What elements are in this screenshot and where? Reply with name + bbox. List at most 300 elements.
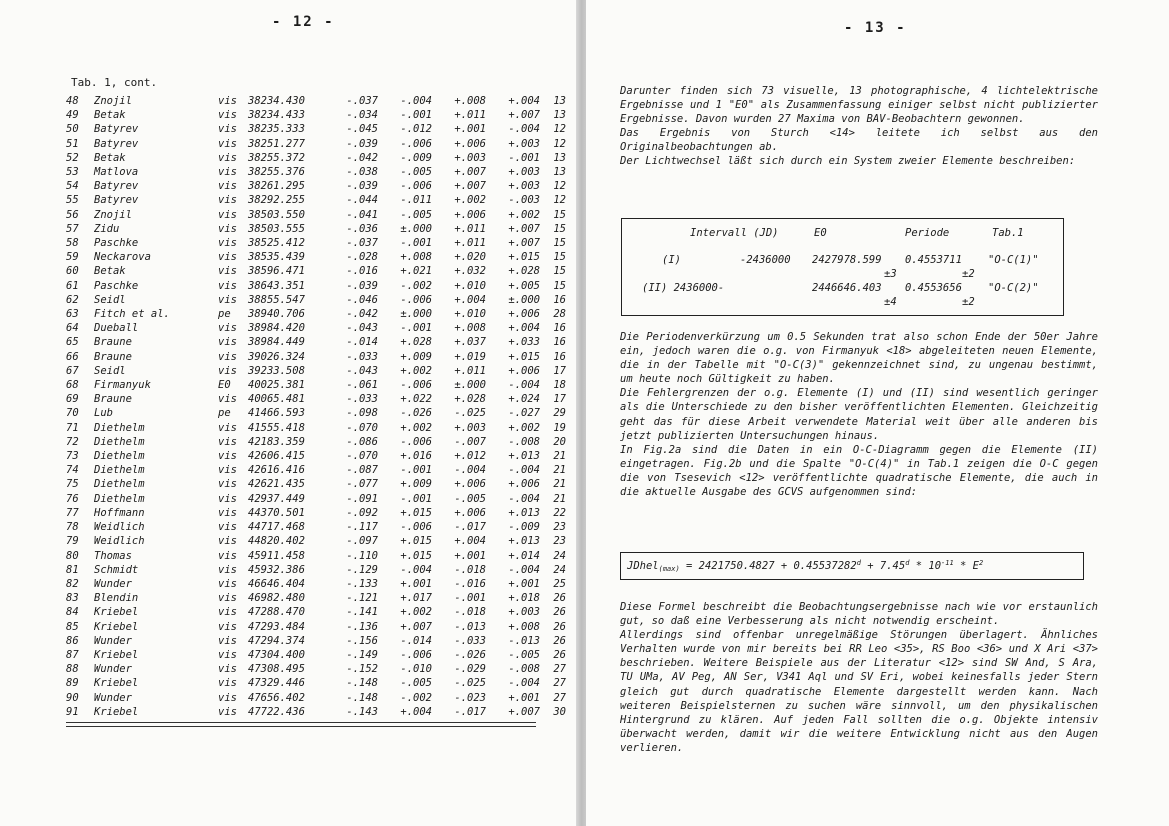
table-cell: -.141	[346, 606, 378, 619]
table-cell: 26	[553, 620, 566, 633]
table-cell: 30	[553, 705, 566, 718]
table-cell: Kriebel	[94, 705, 139, 718]
table-cell: -.004	[508, 379, 540, 392]
table-cell: -.004	[454, 464, 486, 477]
table-cell: 39233.508	[248, 364, 305, 377]
table-cell: vis	[218, 421, 237, 434]
table-cell: +.018	[508, 592, 540, 605]
table-cell: -.136	[346, 620, 378, 633]
table-cell: +.004	[454, 293, 486, 306]
table-cell: 89	[66, 677, 79, 690]
table-cell: +.002	[400, 421, 432, 434]
table-cell: vis	[218, 492, 237, 505]
table-cell: 20	[553, 435, 566, 448]
table-cell: +.001	[400, 577, 432, 590]
table-cell: +.011	[454, 364, 486, 377]
table-cell: Diethelm	[94, 492, 145, 505]
table-cell: vis	[218, 393, 237, 406]
table-cell: 40025.381	[248, 379, 305, 392]
table-cell: -.117	[346, 521, 378, 534]
table-cell: vis	[218, 137, 237, 150]
table-cell: vis	[218, 648, 237, 661]
table-cell: 90	[66, 691, 79, 704]
table-cell: 44370.501	[248, 506, 305, 519]
table-row	[66, 108, 566, 122]
table-cell: 47294.374	[248, 634, 305, 647]
table-cell: 39026.324	[248, 350, 305, 363]
table-row	[66, 648, 566, 662]
table-cell: 47304.400	[248, 648, 305, 661]
table-cell: +.019	[454, 350, 486, 363]
table-cell: 66	[66, 350, 79, 363]
table-cell: 86	[66, 634, 79, 647]
table-row	[66, 364, 566, 378]
table-cell: vis	[218, 166, 237, 179]
table-cell: +.021	[400, 265, 432, 278]
table-cell: Znojil	[94, 208, 132, 221]
table-cell: 76	[66, 492, 79, 505]
table-cell: +.006	[508, 308, 540, 321]
table-cell: -.092	[346, 506, 378, 519]
table-cell: Weidlich	[94, 535, 145, 548]
table-cell: 38503.550	[248, 208, 305, 221]
table-cell: vis	[218, 620, 237, 633]
table-cell: vis	[218, 435, 237, 448]
table-cell: -.033	[346, 350, 378, 363]
table-cell: 41555.418	[248, 421, 305, 434]
table-row	[66, 563, 566, 577]
table-cell: +.010	[454, 279, 486, 292]
para-text: Die Fehlergrenzen der o.g. Elemente (I) und (II) sind wesentlich geringer als die Unterschiede zu den bisher veröffentlichten Elementen. Gleichzeitig geht das für diese Arbeit verwendete Material weit über alle anderen bis jetzt publizierten Untersuchungen hinaus.	[620, 387, 1098, 442]
table-cell: 40065.481	[248, 393, 305, 406]
paragraph-1	[620, 84, 1098, 169]
table-row	[66, 279, 566, 293]
table-row	[66, 406, 566, 420]
table-cell: +.016	[400, 450, 432, 463]
table-cell: 46646.404	[248, 577, 305, 590]
row2-period: 0.4553656	[905, 282, 962, 294]
table-cell: +.033	[508, 336, 540, 349]
table-cell: 72	[66, 435, 79, 448]
table-cell: -.017	[454, 521, 486, 534]
table-cell: Lub	[94, 407, 113, 420]
table-cell: Wunder	[94, 634, 132, 647]
paragraph-block-2	[620, 330, 1098, 499]
table-cell: 38940.706	[248, 308, 305, 321]
table-cell: 38261.295	[248, 180, 305, 193]
table-cell: +.028	[454, 393, 486, 406]
table-cell: +.007	[454, 180, 486, 193]
table-row	[66, 676, 566, 690]
formula: JDhel$_{(max)}$ = $2421750.4827 + 0.45537282^d + 7.45^d * 10^{-11} * E^2$	[627, 559, 984, 573]
table-row	[66, 222, 566, 236]
table-cell: -.001	[400, 492, 432, 505]
para-text: Diese Formel beschreibt die Beobachtungsergebnisse nach wie vor erstaunlich gut, so daß eine Verbesserung als nicht notwendig erscheint.	[620, 601, 1098, 628]
table-cell: Wunder	[94, 691, 132, 704]
table-row	[66, 179, 566, 193]
table-cell: -.029	[454, 663, 486, 676]
table-cell: +.013	[508, 506, 540, 519]
table-cell: -.005	[400, 166, 432, 179]
table-cell: 45911.458	[248, 549, 305, 562]
table-cell: -.045	[346, 123, 378, 136]
table-row	[66, 137, 566, 151]
table-cell: -.043	[346, 322, 378, 335]
row2-label: (II) 2436000-	[642, 282, 725, 294]
table-cell: 12	[553, 137, 566, 150]
table-caption: Tab. 1, cont.	[71, 76, 158, 89]
table-cell: -.037	[346, 237, 378, 250]
table-cell: vis	[218, 677, 237, 690]
table-cell: Betak	[94, 109, 126, 122]
table-cell: 69	[66, 393, 79, 406]
table-cell: -.044	[346, 194, 378, 207]
table-cell: +.001	[454, 123, 486, 136]
table-cell: vis	[218, 606, 237, 619]
table-cell: -.086	[346, 435, 378, 448]
table-cell: +.007	[508, 109, 540, 122]
table-cell: Kriebel	[94, 606, 139, 619]
table-bottom-rule-2	[66, 726, 536, 727]
table-cell: 21	[553, 478, 566, 491]
table-cell: Kriebel	[94, 677, 139, 690]
table-cell: -.008	[508, 663, 540, 676]
para-text: Der Lichtwechsel läßt sich durch ein System zweier Elemente beschreiben:	[620, 155, 1076, 168]
para-text: Allerdings sind offenbar unregelmäßige Störungen überlagert. Ähnliches Verhalten wurde von mir bereits bei RR Leo <35>, RS Boo <36> und X Ari <37> beschrieben. Weitere Beispiele aus der Literatur <12> sind SW And, S Ara, TU UMa, AV Peg, AN Ser, V341 Aql und SV Eri, wobei keinesfalls jeder Stern gleich gut durch quadratische Elemente dargestellt werden kann. Nach weiteren Beispielsternen zu suchen wäre sinnvoll, um den physikalischen Hintergrund zu klären. Auf jeden Fall sollten die o.g. Objekte intensiv überwacht werden, damit wir die weitere Entwicklung nicht aus den Augen verlieren.	[620, 629, 1098, 754]
table-cell: Hoffmann	[94, 506, 145, 519]
table-cell: -.001	[508, 151, 540, 164]
table-cell: -.148	[346, 691, 378, 704]
table-row	[66, 534, 566, 548]
table-cell: -.042	[346, 308, 378, 321]
table-cell: 87	[66, 648, 79, 661]
table-cell: Fitch et al.	[94, 308, 170, 321]
table-cell: -.009	[400, 151, 432, 164]
table-cell: 53	[66, 166, 79, 179]
table-cell: +.003	[508, 606, 540, 619]
table-cell: 64	[66, 322, 79, 335]
table-cell: +.010	[454, 308, 486, 321]
table-cell: -.002	[400, 279, 432, 292]
row2-e0: 2446646.403	[812, 282, 882, 294]
table-cell: +.005	[508, 279, 540, 292]
table-cell: E0	[218, 379, 231, 392]
table-cell: 27	[553, 677, 566, 690]
table-cell: 38255.376	[248, 166, 305, 179]
table-cell: 55	[66, 194, 79, 207]
table-cell: -.033	[346, 393, 378, 406]
table-cell: 15	[553, 237, 566, 250]
table-cell: -.016	[454, 577, 486, 590]
table-cell: +.007	[508, 705, 540, 718]
table-cell: Seidl	[94, 293, 126, 306]
table-cell: 29	[553, 407, 566, 420]
table-cell: 13	[553, 151, 566, 164]
table-cell: Paschke	[94, 279, 139, 292]
table-cell: 12	[553, 180, 566, 193]
row2-period-error: ±2	[962, 296, 975, 308]
table-row	[66, 350, 566, 364]
table-cell: 26	[553, 648, 566, 661]
table-cell: +.007	[400, 620, 432, 633]
table-cell: 23	[553, 535, 566, 548]
table-cell: Braune	[94, 350, 132, 363]
table-cell: vis	[218, 322, 237, 335]
table-cell: 26	[553, 592, 566, 605]
table-cell: -.004	[508, 492, 540, 505]
table-cell: 70	[66, 407, 79, 420]
table-cell: -.004	[508, 123, 540, 136]
table-cell: 13	[553, 95, 566, 107]
table-cell: 26	[553, 606, 566, 619]
table-cell: 52	[66, 151, 79, 164]
table-cell: -.003	[508, 194, 540, 207]
table-cell: 56	[66, 208, 79, 221]
table-cell: vis	[218, 464, 237, 477]
table-cell: Diethelm	[94, 464, 145, 477]
table-row	[66, 392, 566, 406]
table-cell: -.012	[400, 123, 432, 136]
table-cell: Dueball	[94, 322, 139, 335]
table-cell: Diethelm	[94, 478, 145, 491]
table-cell: +.008	[508, 620, 540, 633]
table-cell: 74	[66, 464, 79, 477]
table-cell: -.001	[400, 322, 432, 335]
table-cell: vis	[218, 705, 237, 718]
table-cell: 45932.386	[248, 563, 305, 576]
para-text: Die Periodenverkürzung um 0.5 Sekunden trat also schon Ende der 50er Jahre ein, jedoch waren die o.g. von Firmanyuk <18> abgeleiteten neuen Elemente, die in der Tabelle mit "O-C(3)" gekennzeichnet sind, zu ungenau bestimmt, um heute noch Gültigkeit zu haben.	[620, 331, 1098, 386]
table-cell: -.026	[400, 407, 432, 420]
table-cell: 49	[66, 109, 79, 122]
table-row	[66, 151, 566, 165]
table-cell: vis	[218, 634, 237, 647]
table-row	[66, 549, 566, 563]
table-cell: +.004	[400, 705, 432, 718]
row1-e0: 2427978.599	[812, 254, 882, 266]
table-cell: 59	[66, 251, 79, 264]
table-cell: -.148	[346, 677, 378, 690]
table-cell: 38596.471	[248, 265, 305, 278]
table-row	[66, 463, 566, 477]
table-row	[66, 378, 566, 392]
table-cell: 38984.420	[248, 322, 305, 335]
table-cell: 51	[66, 137, 79, 150]
left-page	[0, 0, 578, 826]
table-cell: +.007	[508, 222, 540, 235]
table-cell: -.041	[346, 208, 378, 221]
table-cell: -.091	[346, 492, 378, 505]
table-cell: +.020	[454, 251, 486, 264]
table-cell: Betak	[94, 151, 126, 164]
table-cell: Batyrev	[94, 194, 139, 207]
table-cell: -.026	[454, 648, 486, 661]
row1-label: (I)	[662, 254, 681, 266]
table-cell: -.036	[346, 222, 378, 235]
table-cell: -.028	[346, 251, 378, 264]
table-cell: -.008	[508, 435, 540, 448]
table-cell: -.009	[508, 521, 540, 534]
table-cell: +.006	[454, 208, 486, 221]
table-cell: 85	[66, 620, 79, 633]
table-cell: 84	[66, 606, 79, 619]
table-cell: +.009	[400, 478, 432, 491]
table-cell: vis	[218, 293, 237, 306]
table-cell: -.006	[400, 648, 432, 661]
table-row	[66, 662, 566, 676]
table-row	[66, 506, 566, 520]
table-cell: +.008	[454, 95, 486, 107]
table-cell: ±.000	[508, 293, 540, 306]
table-cell: Seidl	[94, 364, 126, 377]
table-cell: 38855.547	[248, 293, 305, 306]
table-cell: -.013	[454, 620, 486, 633]
table-cell: +.003	[508, 166, 540, 179]
table-cell: Braune	[94, 336, 132, 349]
table-cell: vis	[218, 251, 237, 264]
table-cell: +.015	[508, 251, 540, 264]
para-text: Das Ergebnis von Sturch <14> leitete ich selbst aus den Originalbeobachtungen ab.	[620, 127, 1098, 154]
table-cell: pe	[218, 407, 231, 420]
table-cell: Batyrev	[94, 137, 139, 150]
table-cell: Zidu	[94, 222, 120, 235]
table-cell: 67	[66, 364, 79, 377]
table-cell: vis	[218, 180, 237, 193]
table-cell: +.032	[454, 265, 486, 278]
table-cell: 42937.449	[248, 492, 305, 505]
row2-e0-error: ±4	[884, 296, 897, 308]
table-cell: -.004	[508, 563, 540, 576]
table-cell: -.098	[346, 407, 378, 420]
table-cell: 15	[553, 208, 566, 221]
table-row	[66, 208, 566, 222]
table-row	[66, 193, 566, 207]
header-period: Periode	[905, 227, 950, 239]
table-cell: 38251.277	[248, 137, 305, 150]
table-cell: 77	[66, 506, 79, 519]
table-cell: 68	[66, 379, 79, 392]
table-cell: vis	[218, 592, 237, 605]
table-cell: ±.000	[400, 308, 432, 321]
table-cell: 15	[553, 265, 566, 278]
table-cell: -.070	[346, 450, 378, 463]
table-cell: +.013	[508, 535, 540, 548]
table-cell: 58	[66, 237, 79, 250]
table-cell: +.003	[508, 137, 540, 150]
table-cell: 38292.255	[248, 194, 305, 207]
table-cell: -.025	[454, 407, 486, 420]
page-number: - 13 -	[844, 20, 907, 36]
table-cell: vis	[218, 364, 237, 377]
table-cell: Wunder	[94, 577, 132, 590]
table-cell: +.004	[454, 535, 486, 548]
table-cell: -.006	[400, 293, 432, 306]
table-cell: vis	[218, 691, 237, 704]
header-interval: Intervall (JD)	[690, 227, 779, 239]
table-cell: pe	[218, 308, 231, 321]
table-cell: +.007	[508, 237, 540, 250]
row1-period-error: ±2	[962, 268, 975, 280]
header-e0: E0	[814, 227, 827, 239]
table-cell: 21	[553, 464, 566, 477]
table-cell: -.077	[346, 478, 378, 491]
table-cell: vis	[218, 109, 237, 122]
table-cell: vis	[218, 350, 237, 363]
table-cell: 25	[553, 577, 566, 590]
table-cell: -.038	[346, 166, 378, 179]
table-cell: -.004	[400, 95, 432, 107]
table-cell: -.006	[400, 137, 432, 150]
table-row	[66, 577, 566, 591]
table-cell: -.039	[346, 137, 378, 150]
header-tab: Tab.1	[992, 227, 1024, 239]
table-cell: 41466.593	[248, 407, 305, 420]
table-cell: 47288.470	[248, 606, 305, 619]
table-cell: 28	[553, 308, 566, 321]
table-cell: -.037	[346, 95, 378, 107]
table-cell: Schmidt	[94, 563, 139, 576]
table-row	[66, 634, 566, 648]
table-cell: 88	[66, 663, 79, 676]
table-cell: +.006	[508, 478, 540, 491]
table-cell: vis	[218, 95, 237, 107]
table-cell: 38525.412	[248, 237, 305, 250]
table-cell: Kriebel	[94, 648, 139, 661]
table-cell: +.009	[400, 350, 432, 363]
table-cell: ±.000	[454, 379, 486, 392]
table-cell: 47293.484	[248, 620, 305, 633]
table-cell: -.001	[400, 464, 432, 477]
table-cell: 47722.436	[248, 705, 305, 718]
table-cell: +.022	[400, 393, 432, 406]
table-cell: +.002	[454, 194, 486, 207]
table-cell: 38984.449	[248, 336, 305, 349]
table-cell: 60	[66, 265, 79, 278]
table-cell: +.002	[400, 364, 432, 377]
table-cell: -.152	[346, 663, 378, 676]
table-cell: 54	[66, 180, 79, 193]
table-cell: 82	[66, 577, 79, 590]
table-cell: -.014	[400, 634, 432, 647]
table-cell: +.002	[508, 208, 540, 221]
row2-tab: "O-C(2)"	[988, 282, 1039, 294]
table-cell: +.004	[508, 322, 540, 335]
table-cell: -.001	[400, 109, 432, 122]
table-cell: vis	[218, 663, 237, 676]
table-cell: +.015	[400, 549, 432, 562]
table-cell: 16	[553, 336, 566, 349]
table-cell: -.006	[400, 435, 432, 448]
table-cell: -.005	[508, 648, 540, 661]
table-cell: +.013	[508, 450, 540, 463]
table-cell: -.010	[400, 663, 432, 676]
table-cell: +.008	[454, 322, 486, 335]
row1-period: 0.4553711	[905, 254, 962, 266]
table-cell: -.033	[454, 634, 486, 647]
table-cell: -.110	[346, 549, 378, 562]
table-cell: 65	[66, 336, 79, 349]
table-cell: 38234.433	[248, 109, 305, 122]
table-cell: +.015	[400, 535, 432, 548]
table-cell: Thomas	[94, 549, 132, 562]
para-text: Darunter finden sich 73 visuelle, 13 photographische, 4 lichtelektrische Ergebnisse und 1 "E0" als Zusammenfassung einiger selbst nicht publizierter Ergebnisse. Davon wurden 27 Maxima von BAV-Beobachtern gewonnen.	[620, 85, 1098, 126]
table-cell: 91	[66, 705, 79, 718]
table-cell: vis	[218, 478, 237, 491]
table-cell: 57	[66, 222, 79, 235]
table-cell: -.016	[346, 265, 378, 278]
table-cell: 48	[66, 95, 79, 107]
table-row	[66, 293, 566, 307]
row1-e0-error: ±3	[884, 268, 897, 280]
